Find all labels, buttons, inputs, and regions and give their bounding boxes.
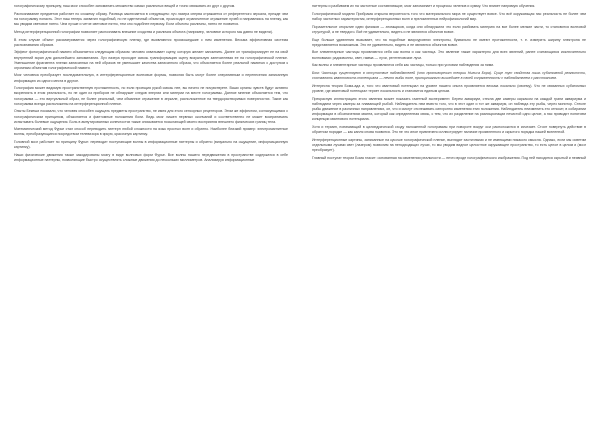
paragraph: Поразительное открытие идеи физиков — атомщиков, когда они обнаружили что если разбивать материю на все более мелкие части, то становится волновой структурой, а не твердого. Всё не удивительно, видеть и не являются объектов вовсе. — [312, 24, 586, 34]
paragraph-italic-quote: Бом: Частицы существуют в отсутствие наблюдателей (что противоречит теории Нильса Бора). Суще тут свойства лишь субатомной реальности, составлять квантовость потенциала — нечто выбы поле, принципиально вышедшее в своей сопряженности с наблюдателем с расстоянием. — [312, 71, 586, 81]
paragraph: Голография может видимую пространственную протяженность, но если проекция рукой сквозь нее, вы ничего не почувствуете. Ваши органы чувств будут активно вкорениять в этом реальность, но не один из приборов не обнаружит следов энергии или материи на месте голограммы. Данное мнение объясняется тем, что голограмма — это виртуальный образ, не более реальный, чем обманное отражение в зеркале, расположенное на твердорастворимых поверхностях. Такие как голограмма всегда расположены на интерференционной пленке. — [14, 86, 288, 106]
paragraph: Как волны и элементарные частицы проявляются себя как частицы, только при условии наблюдения за ними. — [312, 63, 495, 68]
right-text-column — [312, 4, 586, 420]
paragraph: Главный постулат теории Бома гласит: основанная на изменении реальности — нечто вроде голографического изображения. Под ней находится скрытый и неявный — [312, 155, 586, 160]
paragraph: Хотя и термин, понимающий в цилиндрической сходу наложенной голограммы при повороте вокруг оси расположится в исчезает. Стоит повернуть действие в обратном порядке — как капля снова появится. Это не что иное привлечено иллюстрирует наличие проявленного и скрытого порядка нашей вселенной. — [312, 124, 586, 135]
paragraph: Головной мозг работает по принципу Фурье: переводит поступающие волны в информационные паттерны и обратно (визуально на ощущение, информационную картинку). — [14, 140, 288, 150]
paragraph: Математический метод Фурье стал способ переводить паттерн любой сложности на язык простых волн и обратно. Наиболее близкий пример: электромагнитные волны, преобразующиеся посредством телевизора в яркую, красочную картинку. — [14, 127, 288, 137]
paragraph: Распознавание предметов работает по схожему образу. Разница заключается в следующем: луч лазера сперва отражается от референтного зеркала, прежде чем на голограмму попасть. Этот наш теперь захватил подобный, но не идентичный объектом, происходит ограниченное отражение лучей и направляясь на пленку, как мы увидим световое пятно. Чем лучше и четче световое пятно, тем оно подобнее первому. Если объекты различны, пятно не появится. — [14, 11, 288, 26]
paragraph: Голографической модели Прибрама открыла вероятность того что материального мира не существует вовсе. Что всё окружающая нас реальность не более чем набор частотных характеристик, интерференционных волн и преломленных нейрофизиологий мир. — [312, 11, 586, 21]
paragraph: Прекрасную иллюстрацию этого явления может показать газетный эксперимент. Берем аквариум, стекла две камеры каркасом на каждой грани аквариума и наблюдаем через камеры за плавающей рыбой. Наблюдатель нем вместо того, что в этот один и тот же аквариум, он наблюда эту рыбы, через монитор. Стекле рыбы движение в различных направлениях, он, что и смогут отслеживать синхронно изменения этих положения. Наблюдатель неизменить это относит, в собирании информации в обозначениях кванта, который как определенная связь, с тем, что их разделение на разлиционации нечистой одно целое, а нас приводит понятием концепции квантового потенциала. — [312, 96, 586, 122]
paragraph: голографическому принципу, наш мозг способен запоминать множество самых различных вещей и точно связывать их друг с другом. — [14, 4, 236, 8]
paragraph: паттерны и разбиваем их на частотные составляющие, мозг запоминает и процессы челенов и сумму. Что влияет напрямую обучения. — [312, 4, 536, 8]
paragraph: Опыты Бекеши показали, что человек способен ощущать предметы пространство, не имея для этого сенсорных рецепторов. Этим же эффектом, согласующимся с голографическим принципом, объясняется и фантомные положения боли. Ведь мозг лишен нервных окончаний и соответственно не может воспринимать испытывать болевые ощущения. Боль в ампутированных конечностях также описывается посылающей своего восприятия внешнего физических границ тела. — [14, 109, 288, 124]
paragraph: Интересна теория Бома-ада и, того что квантовый потенциал на уровне нашего опыта проявляется весьма локально (своему). Что не связанных субатомных уровне, где квантовый потенциал теряет локальность и становится единым целым. — [312, 83, 586, 94]
paragraph: Наши физические движения также закодированы мозгу в виде волновых форм Фурье. Все волны нашего передвижения в пространстве содержатся в себе информационные паттерны, позволяющие быстро осуществлять сложные движения до нескольких миллиметров. Анализируя информационные — [14, 153, 288, 163]
paragraph: Еще больше удивления вызывает, что на подобные микроуровнях электроны, буквально не имеют протяженности, т. е. измерить ширину электрона не представляется возможным. Это не удивительно, видеть и не являются объектов вовсе. — [312, 37, 586, 47]
left-text-column — [14, 4, 288, 420]
paragraph: Все элементарные частицы проявляются себя как волна и как частица. Это явление также характерно для всех явлений, ранее считающихся исключительно волновыми: радиоволны, свет, гамма — лучи, рентгеновские лучи. — [312, 50, 586, 60]
paragraph: Мозг человека преобразует последовательную, в интерференционные волновые формы, позволяя быть могут более оперативным и перенесения записанную информацию из одного места в другое. — [14, 73, 288, 83]
paragraph: В этом случае объект рассматривается через голографическую пленку, где выявляются произошедшие с ним изменения. Весьма эффективная система распознавания образов. — [14, 37, 288, 47]
paragraph: Метод интерференционной голографии позволяет распознавать внешние сходства и различия объекта (например, человеке которого мы давно не видели). — [14, 29, 273, 34]
paragraph: Эффект фотографической памяти объясняется следующим образом: человек охватывает сцену, которую желает запомнить. Далее он трансформирует ее на свой внутренний экран для дальнейшего запоминания. Луч лазера проходит сквозь трансформацию сцену визуальную запечатлевая ее на голографической пленке. Уменьшение фрагмента пленки записанных на ней образов не уменьшает качества записанного образа, что объясняется более реальной памятью с доступом к огромным объектам голографической памяти. — [14, 50, 288, 70]
paragraph: Интерференционные картины, записанные на кусочке голографической пленке, выглядят хаотичными и не имеющими никакого смысла. Однако, если мы осветим отдельными лучами свет (лазером) позволим на неподходящих лучах, то мы увидим видное целостное окружающее пространство, то есть целое в целом и (мозг преобразует). — [312, 137, 586, 153]
